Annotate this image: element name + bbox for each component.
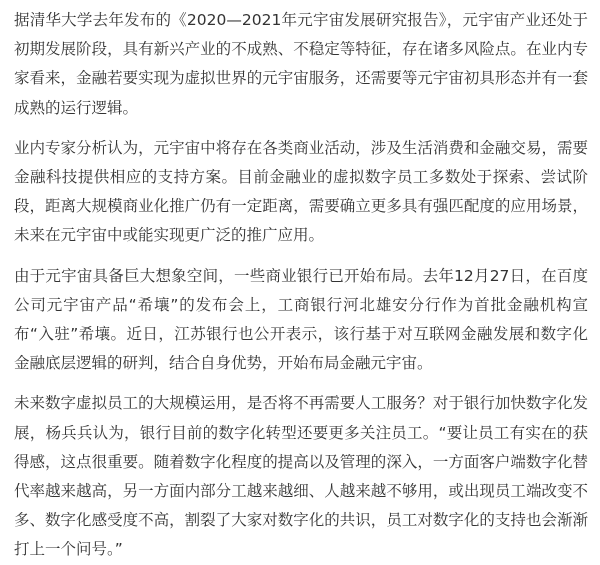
paragraph-4: 未来数字虚拟员工的大规模运用，是否将不再需要人工服务？对于银行加快数字化发展，杨兵兵认为，银行目前的数字化转型还要更多关注员工。“要让员工有实在的获得感，这点很重要。随着数字化程度的提高以及管理的深入，一方面客户端数字化替代率越来越高，另一方面内部分工越来越细、人越来越不够用，或出现员工端改变不多、数字化感受度不高，割裂了大家对数字化的共识，员工对数字化的支持也会渐渐打上一个问号。” <box>14 394 588 559</box>
paragraph-2: 业内专家分析认为，元宇宙中将存在各类商业活动，涉及生活消费和金融交易，需要金融科技提供相应的支持方案。目前金融业的虚拟数字员工多数处于探索、尝试阶段，距离大规模商业化推广仍有一定距离，需要确立更多具有强匹配度的应用场景，未来在元宇宙中或能实现更广泛的推广应用。 <box>14 138 588 245</box>
paragraph-3: 由于元宇宙具备巨大想象空间，一些商业银行已开始布局。去年12月27日，在百度公司元宇宙产品“希壤”的发布会上，工商银行河北雄安分行作为首批金融机构宣布“入驻”希壤。近日，江苏银行也公开表示，该行基于对互联网金融发展和数字化金融底层逻辑的研判，结合自身优势，开始布局金融元宇宙。 <box>14 266 588 373</box>
paragraph-1: 据清华大学去年发布的《2020—2021年元宇宙发展研究报告》，元宇宙产业还处于初期发展阶段，具有新兴产业的不成熟、不稳定等特征，存在诸多风险点。在业内专家看来，金融若要实现为虚拟世界的元宇宙服务，还需要等元宇宙初具形态并有一套成熟的运行逻辑。 <box>14 11 588 117</box>
